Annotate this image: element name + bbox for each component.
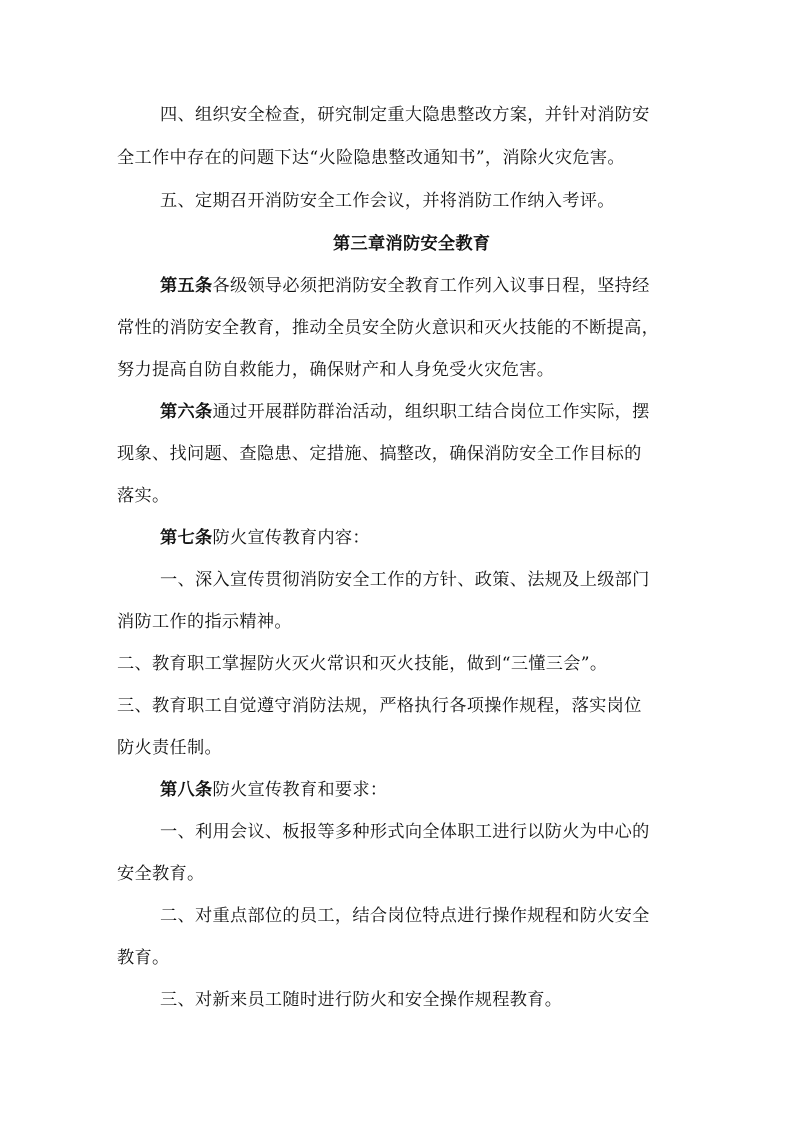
article-8-item2-line2: 教育。 — [117, 948, 170, 968]
article-8-label: 第八条 — [160, 780, 213, 800]
paragraph-item-5: 五、定期召开消防安全工作会议，并将消防工作纳入考评。 — [160, 191, 615, 211]
article-5-line2: 常性的消防安全教育，推动全员安全防火意识和灭火技能的不断提高， — [117, 318, 660, 338]
article-7-item3-line1: 三、教育职工自觉遵守消防法规，严格执行各项操作规程，落实岗位 — [117, 696, 642, 716]
article-6-line1 — [160, 404, 650, 421]
article-6-line3: 落实。 — [117, 486, 170, 506]
article-7-item1-line1: 一、深入宣传贯彻消防安全工作的方针、政策、法规及上级部门 — [160, 570, 650, 590]
article-5-line1 — [160, 278, 650, 295]
article-8-item3: 三、对新来员工随时进行防火和安全操作规程教育。 — [160, 990, 563, 1010]
paragraph-item-4-line2: 全工作中存在的问题下达“火险隐患整改通知书”，消除火灾危害。 — [117, 148, 625, 168]
article-7-text: 防火宣传教育内容： — [212, 528, 370, 548]
article-8-item2-line1: 二、对重点部位的员工，结合岗位特点进行操作规程和防火安全 — [160, 906, 650, 926]
article-7-heading — [160, 530, 370, 547]
article-7-item2: 二、教育职工掌握防火灭火常识和灭火技能，做到“三懂三会”。 — [117, 654, 608, 674]
article-8-item1-line2: 安全教育。 — [117, 864, 205, 884]
article-6-label: 第六条 — [160, 402, 213, 422]
article-6-text: 通过开展群防群治活动，组织职工结合岗位工作实际，摆 — [212, 402, 650, 422]
article-8-item1-line1: 一、利用会议、板报等多种形式向全体职工进行以防火为中心的 — [160, 822, 650, 842]
article-7-item1-line2: 消防工作的指示精神。 — [117, 612, 292, 632]
chapter-3-title: 第三章消防安全教育 — [333, 234, 491, 254]
article-7-label: 第七条 — [160, 528, 213, 548]
article-5-label: 第五条 — [160, 276, 213, 296]
article-8-heading — [160, 782, 387, 799]
article-7-item3-line2: 防火责任制。 — [117, 738, 222, 758]
article-5-line3: 努力提高自防自救能力，确保财产和人身免受火灾危害。 — [117, 360, 555, 380]
article-8-text: 防火宣传教育和要求： — [212, 780, 388, 800]
article-5-text: 各级领导必须把消防安全教育工作列入议事日程，坚持经 — [212, 276, 650, 296]
article-6-line2: 现象、找问题、查隐患、定措施、搞整改，确保消防安全工作目标的 — [117, 444, 642, 464]
paragraph-item-4-line1: 四、组织安全检查，研究制定重大隐患整改方案，并针对消防安 — [160, 105, 650, 125]
